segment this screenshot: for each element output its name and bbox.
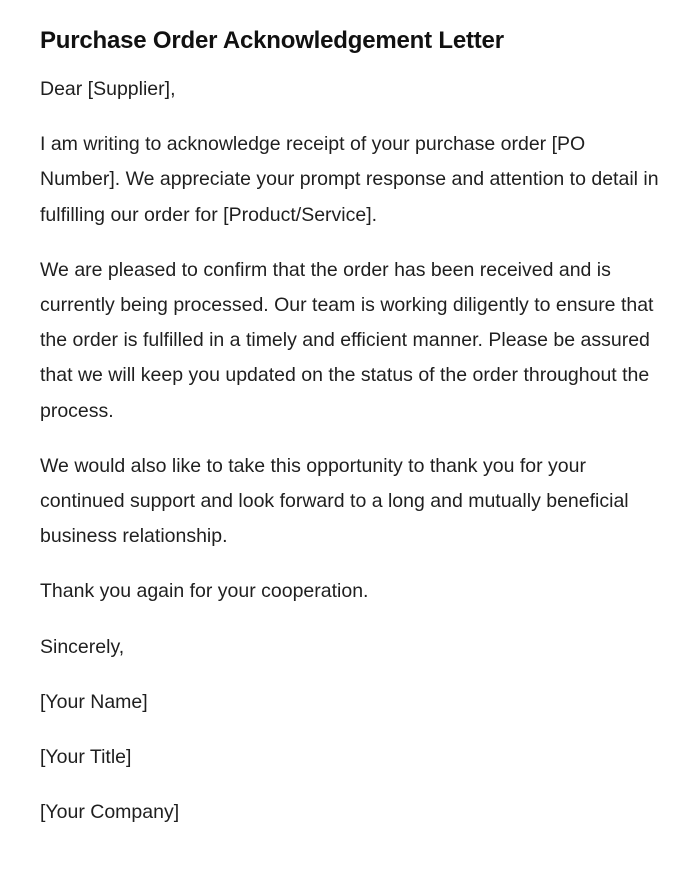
body-paragraph-2: We are pleased to confirm that the order has been received and is currently being processed. Our team is working diligently to ensure that the order is fulfilled in a timely and efficient manner. Please be assured that we will keep you updated on the status of the order throughout the process.: [40, 258, 654, 422]
letter-title: Purchase Order Acknowledgement Letter: [40, 27, 504, 54]
body-paragraph-1: I am writing to acknowledge receipt of your purchase order [PO Number]. We appreciate your prompt response and attention to detail in fulfilling our order for [Product/Service].: [40, 133, 659, 226]
signature-title: [Your Title]: [40, 746, 132, 769]
signature-name: [Your Name]: [40, 690, 148, 713]
letter-page: [40, 24, 660, 850]
signature-company: [Your Company]: [40, 801, 180, 824]
body-paragraph-3: We would also like to take this opportunity to thank you for your continued support and look forward to a long and mutually beneficial business relationship.: [40, 454, 629, 548]
closing: Sincerely,: [40, 635, 125, 658]
salutation: Dear [Supplier],: [40, 78, 176, 100]
body-paragraph-4: Thank you again for your cooperation.: [40, 580, 369, 603]
